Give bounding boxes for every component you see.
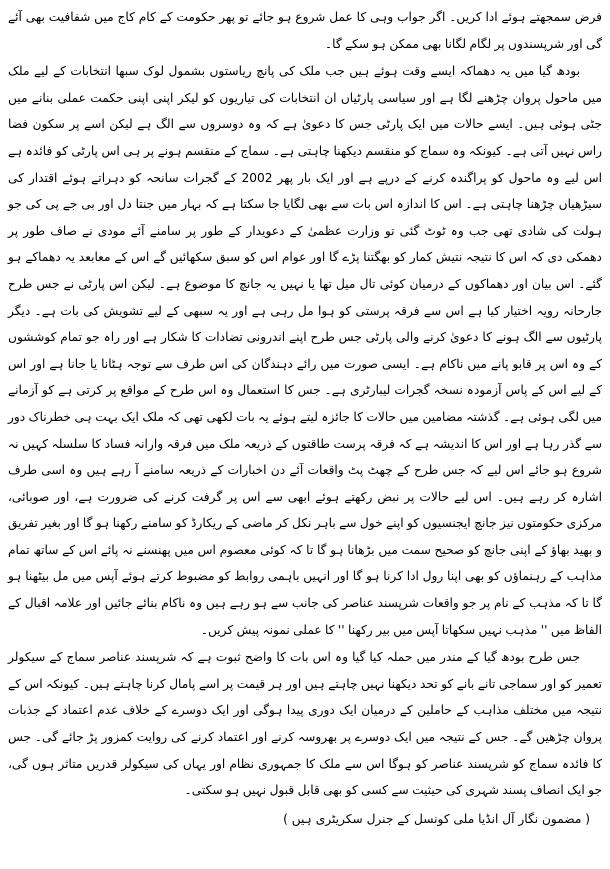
- article-paragraph-1: فرض سمجھتے ہوئے ادا کریں۔ اگر جواب وہی کا عمل شروع ہو جائے تو پھر حکومت کے کام کاج میں شفافیت بھی آئے گی اور شرپسندوں پر لگام لگانا بھی ممکن ہو سکے گا۔: [8, 10, 602, 51]
- article-paragraph-3: جس طرح بودھ گیا کے مندر میں حملہ کیا گیا وہ اس بات کا واضح ثبوت ہے کہ شرپسند عناصر سماج کے سیکولر تعمیر کو اور سماجی تانے بانے کو تحد دیکھنا نہیں چاہتے ہیں اور ہر قیمت پر اسے پامال کرنا چاہتے ہیں۔ کیونکہ اس کے نتیجہ میں مختلف مذاہب کے حاملین کے درمیان ایک دوری پیدا ہوگی اور ایک دوسرے کے خلاف عدم اعتماد کے جذبات پروان چڑھیں گے۔ جس کے نتیجہ میں ایک دوسرے پر بھروسہ کرنے اور اعتماد کرنے کی روایت کمزور پڑ جائے گی۔ جس کا فائدہ سماج کو شرپسند عناصر کو ہوگا اس سے ملک کا جمہوری نظام اور یہاں کی سیکولر قدریں متاثر ہوں گی، جو ایک انصاف پسند شہری کی حیثیت سے کسی کو بھی قابل قبول نہیں ہو سکتی۔: [8, 650, 602, 798]
- author-note: ( مضمون نگار آل انڈیا ملی کونسل کے جنرل سکریٹری ہیں ): [283, 811, 590, 826]
- article-paragraph-2: بودھ گیا میں یہ دھماکہ ایسے وقت ہوئے ہیں جب ملک کی پانچ ریاستوں بشمول لوک سبھا انتخابات کے لیے ملک میں ماحول پروان چڑھنے لگا ہے اور سیاسی پارٹیاں ان انتخابات کی تیاریوں کو لیکر اپنی اپنی حکمت عملی بنانے میں جٹی ہوئی ہیں۔ ایسے حالات میں ایک پارٹی جس کا دعویٰ ہے کہ وہ دوسروں سے الگ ہے لیکن اسے پر سکون فضا راس نہیں آتی ہے۔ کیونکہ وہ سماج کو منقسم دیکھنا چاہتی ہے۔ سماج کے منقسم ہونے پر ہی اس پارٹی کو فائدہ ہے اس لیے وہ ماحول کو پراگندہ کرنے کے درپے ہے اور ایک بار پھر 2002 کے گجرات سانحہ کو دہراتے ہوئے اقتدار کی سیڑھیاں چڑھنا چاہتی ہے۔ اس کا اندازہ اس بات سے بھی لگایا جا سکتا ہے کہ بہار میں جنتا دل اور بی جے پی کی جو ہولت کی شادی تھی جب وہ ٹوٹ گئی تو وزارت عظمیٰ کے دعویدار کے طور پر سامنے آئے مودی نے صاف طور پر دھمکی دی کہ اس کا نتیجہ نتیش کمار کو بھگتنا پڑے گا اور عوام اس کو سبق سکھائیں گے اس کے معابعد یہ دھماکے ہو گئے۔ اس بیان اور دھماکوں کے درمیان کوئی تال میل تھا یا نہیں یہ جانچ کا موضوع ہے۔ لیکن اس پارٹی نے جس طرح جارحانہ رویہ اختیار کیا ہے اس سے فرقہ پرستی کو ہوا مل رہی ہے اور یہ سبھی کے لیے تشویش کی بات ہے۔ دیگر پارٹیوں سے الگ ہونے کا دعویٰ کرنے والی پارٹی جس طرح اپنے اندرونی تضادات کا شکار ہے اور راہ جو تمام کوششوں کے وہ اس پر قابو پانے میں ناکام ہے۔ ایسی صورت میں رائے دہندگان کی اس طرف سے توجہ ہٹانا یا جانا ہے اور اس کے لیے اس کے پاس آزمودہ نسخہ گجرات لیبارٹری ہے۔ جس کا استعمال وہ اس طرح کے مواقع پر کرتی ہے کو آزمانے میں لگی ہوئی ہے۔ گذشتہ مضامین میں حالات کا جائزہ لیتے ہوئے یہ بات لکھی تھی کہ ملک ایک بہت ہی خطرناک دور سے گذر رہا ہے اور اس کا اندیشہ ہے کہ فرقہ پرست طاقتوں کے ذریعہ ملک میں فرقہ وارانہ فساد کا سلسلہ کہیں نہ شروع ہو جائے اس لیے کہ جس طرح کے چھٹ پٹ واقعات آئے دن اخبارات کے ذریعہ سامنے آ رہے ہیں وہ اسی طرف اشارہ کر رہے ہیں۔ اس لیے حالات پر نبض رکھتے ہوئے ابھی سے اس پر گرفت کرنے کی ضرورت ہے، اور صوبائی، مرکزی حکومتوں نیز جانچ ایجنسیوں کو اپنے خول سے باہر نکل کر ماضی کے ریکارڈ کو سامنے رکھنا ہو گا اور بغیر تفریق و بھید بھاؤ کے اپنی جانچ کو صحیح سمت میں بڑھانا ہو گا تا کہ کوئی معصوم اس میں پھنسنے نہ پائے اس کے ساتھ تمام مذاہب کے رہنماؤں کو بھی اپنا رول ادا کرنا ہو گا اور انہیں باہمی روابط کو مضبوط کرتے ہوئے آپس میں مل بیٹھنا ہو گا تا کہ مذہب کے نام پر جو واقعات شرپسند عناصر کی جانب سے ہو رہے ہیں وہ ناکام بنائے جائیں اور علامہ اقبال کے الفاظ میں '' مذہب نہیں سکھاتا آپس میں بیر رکھنا '' کا عملی نمونہ پیش کریں۔: [8, 64, 602, 637]
